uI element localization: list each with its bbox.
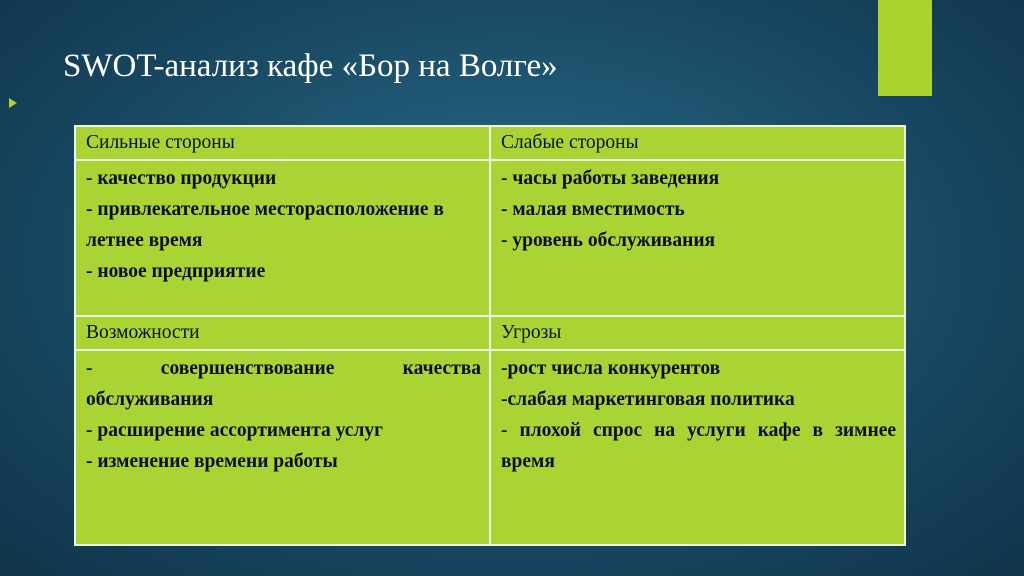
threat-item: -рост числа конкурентов xyxy=(501,358,721,379)
arrow-bullet-icon xyxy=(9,98,17,108)
strength-item: - качество продукции xyxy=(86,168,277,189)
strength-item: - новое предприятие xyxy=(86,261,266,282)
opportunity-item: - совершенствование качества обслуживания xyxy=(86,358,481,410)
threat-item: -слабая маркетинговая политика xyxy=(501,389,795,410)
slide-title: SWOT-анализ кафе «Бор на Волге» xyxy=(63,48,558,84)
weaknesses-header: Слабые стороны xyxy=(490,126,905,160)
opportunity-item: - изменение времени работы xyxy=(86,451,338,472)
opportunities-header: Возможности xyxy=(75,316,490,350)
strengths-cell xyxy=(75,160,490,316)
table-row-header-2 xyxy=(75,316,905,350)
weakness-item: - часы работы заведения xyxy=(501,168,720,189)
table-row-content-1 xyxy=(75,160,905,316)
swot-table xyxy=(74,125,906,546)
weaknesses-cell xyxy=(490,160,905,316)
weakness-item: - малая вместимость xyxy=(501,199,685,220)
table-row-content-2 xyxy=(75,350,905,545)
opportunity-item: - расширение ассортимента услуг xyxy=(86,420,383,441)
strengths-header: Сильные стороны xyxy=(75,126,490,160)
weakness-item: - уровень обслуживания xyxy=(501,230,716,251)
strength-item: - привлекательное месторасположение в летнее время xyxy=(86,199,444,251)
threat-item: - плохой спрос на услуги кафе в зимнее время xyxy=(501,420,896,472)
accent-bar xyxy=(878,0,932,96)
table-row-header-1 xyxy=(75,126,905,160)
threats-header: Угрозы xyxy=(490,316,905,350)
threats-cell xyxy=(490,350,905,545)
opportunities-cell xyxy=(75,350,490,545)
